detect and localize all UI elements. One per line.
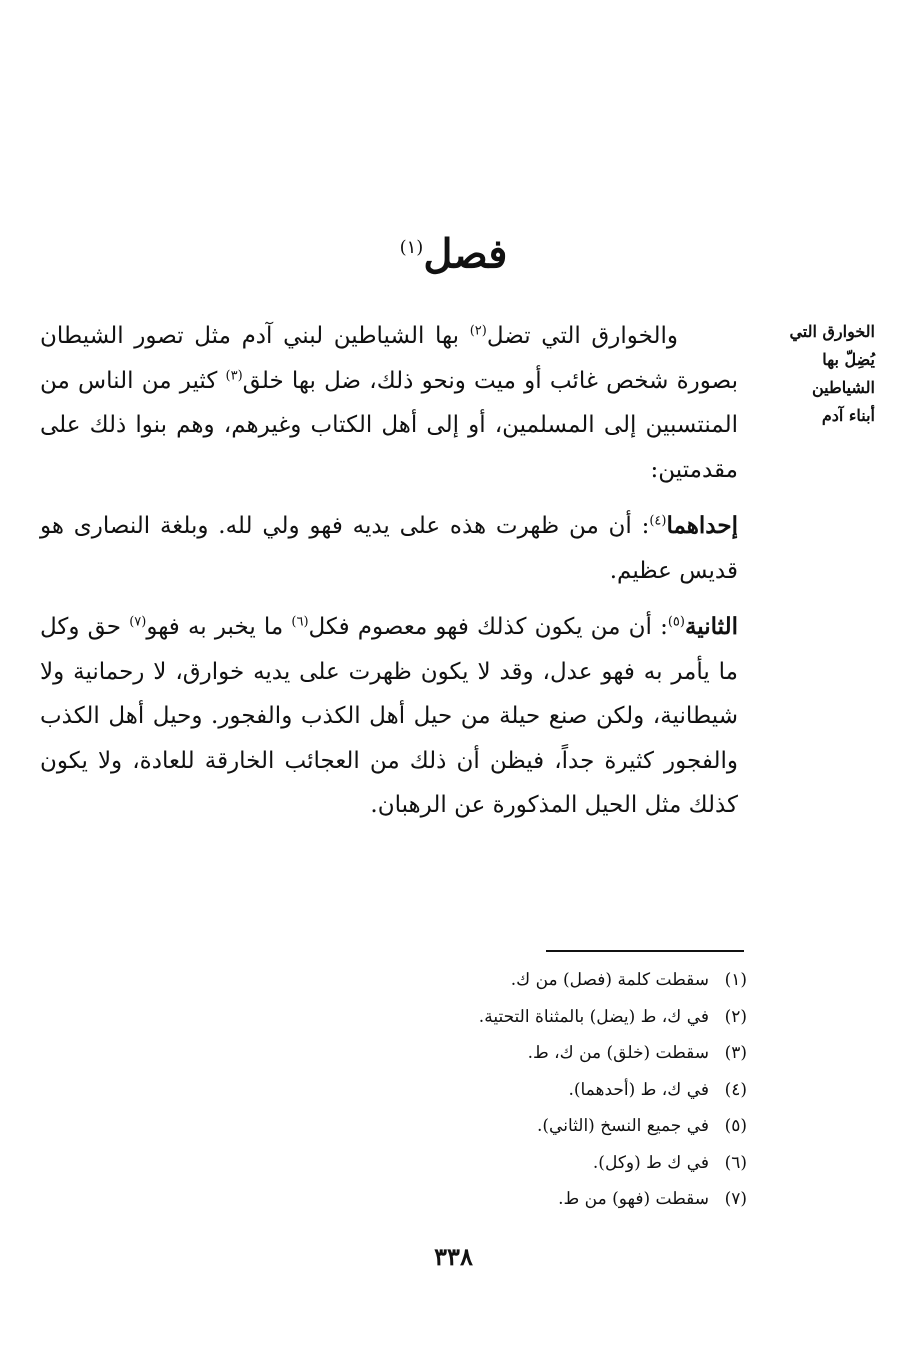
footnote-item — [147, 999, 747, 1036]
footnote-number: (٢) — [724, 1006, 747, 1027]
margin-note — [755, 318, 875, 430]
footnote-number: (٧) — [724, 1189, 747, 1209]
footnote-item — [147, 1181, 747, 1218]
margin-note-line: أبناء آدم — [821, 406, 875, 425]
footnote-number: (٣) — [724, 1043, 747, 1063]
footnote-text: سقطت (فهو) من ط. — [558, 1189, 709, 1209]
footnote-text: في ك ط (وكل). — [592, 1152, 709, 1173]
footnote-item — [147, 1035, 747, 1072]
margin-note-line: الشياطين — [811, 378, 875, 397]
paragraph-text: كثير من الناس من المنتسبين إلى المسلمين، أو إلى أهل الكتاب وغيرهم، وهم بنوا ذلك على مقدمتين: — [40, 367, 738, 483]
footnote-item — [147, 1108, 747, 1145]
footnote-number: (٥) — [724, 1116, 747, 1136]
main-text — [40, 314, 738, 828]
footnote-item — [147, 1145, 747, 1182]
footnote-marker: (٢) — [469, 323, 487, 339]
footnote-marker: (٦) — [291, 614, 309, 630]
paragraph-text: بها الشياطين لبني آدم مثل تصور الشيطان بصورة شخص غائب أو ميت ونحو ذلك، ضل بها خلق — [40, 323, 738, 394]
paragraph-text: ما يخبر به فهو — [146, 614, 292, 640]
margin-note-line: الخوارق التي — [789, 322, 875, 341]
page-number: ٣٣٨ — [434, 1242, 473, 1271]
chapter-title — [0, 218, 907, 284]
footnote-text: سقطت كلمة (فصل) من ك. — [510, 970, 709, 990]
footnote-text: في جميع النسخ (الثاني). — [537, 1116, 709, 1136]
paragraph-text: : أن من يكون كذلك فهو معصوم فكل — [308, 614, 668, 640]
footnotes — [147, 962, 747, 1218]
paragraph-second-premise — [40, 605, 738, 828]
chapter-title-text: فصل — [423, 230, 508, 278]
margin-note-line: يُضِلّ بها — [822, 350, 875, 369]
paragraph-first-premise — [40, 504, 738, 593]
footnote-marker: (٧) — [129, 614, 147, 630]
title-footnote-marker: (١) — [399, 237, 424, 258]
footnote-item — [147, 1072, 747, 1109]
premise-heading: الثانية — [684, 613, 738, 640]
footnote-marker: (٥) — [667, 614, 685, 630]
footnote-number: (٤) — [724, 1079, 747, 1100]
premise-heading: إحداهما — [666, 512, 738, 539]
footnote-item — [147, 962, 747, 999]
footnote-marker: (٤) — [649, 513, 667, 529]
footnote-number: (١) — [724, 970, 747, 990]
footnote-marker: (٣) — [225, 367, 243, 383]
footnote-number: (٦) — [724, 1152, 747, 1173]
footnote-divider — [546, 950, 744, 952]
paragraph-text: : أن من ظهرت هذه على يديه فهو ولي لله. وبلغة النصارى هو قديس عظيم. — [40, 513, 738, 584]
paragraph-intro — [40, 314, 738, 492]
footnote-text: سقطت (خلق) من ك، ط. — [527, 1043, 709, 1063]
footnote-text: في ك، ط (أحدهما). — [568, 1079, 709, 1100]
paragraph-text: حق وكل ما يأمر به فهو عدل، وقد لا يكون ظهرت على يديه خوارق، لا رحمانية ولا شيطانية، ولكن صنع حيلة من حيل أهل الكذب والفجور. وحيل أهل الكذب والفجور كثيرة جداً، فيظن أن ذلك من العجائب الخارقة للعادة، ولا يكون كذلك مثل الحيل المذكورة عن الرهبان. — [40, 614, 738, 818]
footnote-text: في ك، ط (يضل) بالمثناة التحتية. — [478, 1006, 709, 1027]
paragraph-text: والخوارق التي تضل — [486, 323, 678, 349]
